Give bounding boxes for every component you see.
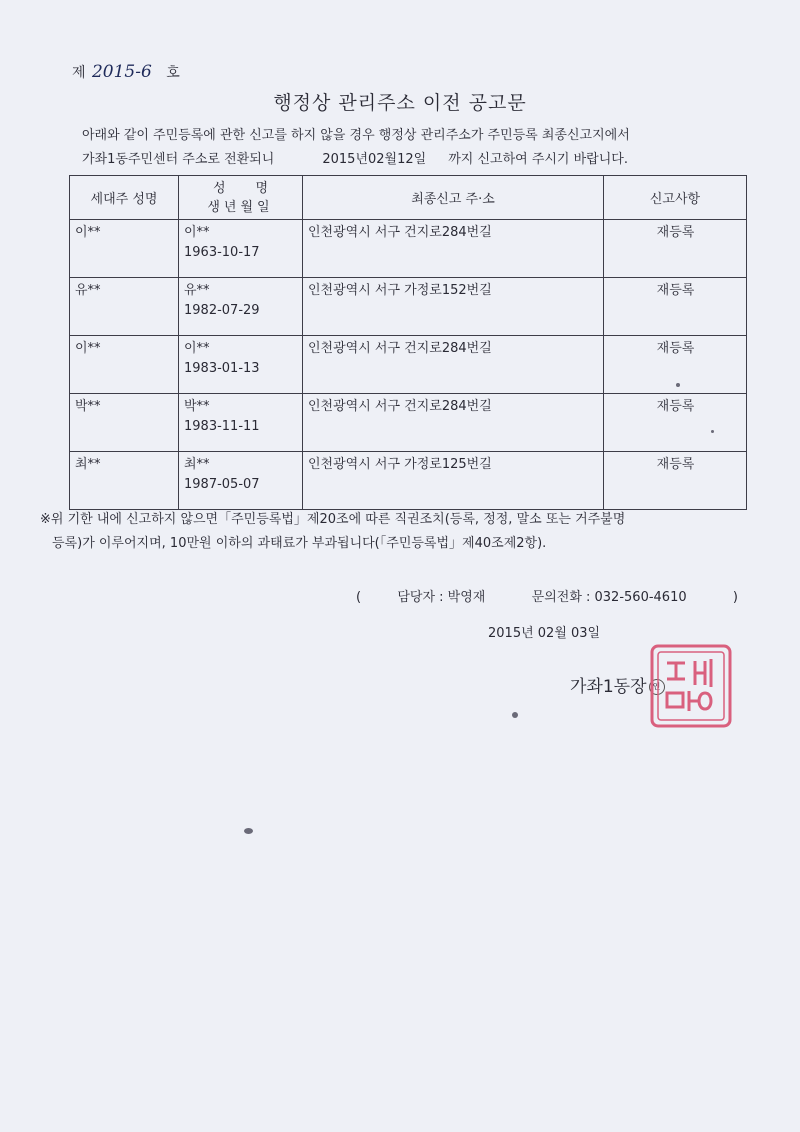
table-row xyxy=(70,278,747,336)
table-header-row xyxy=(70,176,747,220)
header-address: 최종신고 주·소 xyxy=(303,176,604,220)
cell-name-birth xyxy=(179,220,303,278)
cell-name-birth xyxy=(179,336,303,394)
header-name-birth xyxy=(179,176,303,220)
contact-info xyxy=(356,586,738,605)
issuer-name: 가좌1동장 xyxy=(570,677,647,697)
cell-householder: 이** xyxy=(70,220,179,278)
cell-name-birth xyxy=(179,394,303,452)
cell-report: 재등록 xyxy=(604,452,747,510)
cell-report: 재등록 xyxy=(604,278,747,336)
table-row xyxy=(70,394,747,452)
official-seal-stamp xyxy=(649,643,733,729)
contact-phone: 문의전화 : 032-560-4610 xyxy=(531,590,687,605)
header-householder: 세대주 성명 xyxy=(70,176,179,220)
cell-householder: 최** xyxy=(70,452,179,510)
header-name: 성명 xyxy=(212,180,299,196)
intro-line-1: 아래와 같이 주민등록에 관한 신고를 하지 않을 경우 행정상 관리주소가 주민등록 최종신고지에서 xyxy=(82,128,630,143)
contact-close-paren: ) xyxy=(732,590,738,605)
deadline-date: 2015년02월12일 xyxy=(322,152,427,167)
header-report: 신고사항 xyxy=(604,176,747,220)
intro-paragraph xyxy=(82,124,762,172)
cell-birth: 1982-07-29 xyxy=(184,303,260,318)
cell-birth: 1983-11-11 xyxy=(184,419,260,434)
cell-name: 이** xyxy=(184,225,210,240)
table-row xyxy=(70,452,747,510)
header-birth: 생년월일 xyxy=(207,199,274,215)
scan-speck xyxy=(676,383,680,387)
intro-line-2-start: 가좌1동주민센터 주소로 전환되니 xyxy=(82,152,275,167)
notice-table xyxy=(69,175,747,510)
cell-name: 박** xyxy=(184,399,210,414)
scan-speck xyxy=(244,828,253,834)
legal-notice xyxy=(40,508,760,556)
intro-line-2 xyxy=(82,148,762,172)
table-row xyxy=(70,336,747,394)
issue-date: 2015년 02월 03일 xyxy=(488,626,601,641)
notice-line-2: 등록)가 이루어지며, 10만원 이하의 과태료가 부과됩니다(「주민등록법」제40조제2항). xyxy=(52,536,547,551)
cell-householder: 박** xyxy=(70,394,179,452)
contact-manager: 담당자 : 박영재 xyxy=(397,590,486,605)
document-number xyxy=(72,62,180,82)
cell-name-birth xyxy=(179,452,303,510)
cell-name: 최** xyxy=(184,457,210,472)
doc-number-value: 2015-6 xyxy=(91,62,152,82)
cell-birth: 1987-05-07 xyxy=(184,477,260,492)
contact-open-paren: ( xyxy=(356,590,362,605)
cell-address: 인천광역시 서구 가정로152번길 xyxy=(303,278,604,336)
cell-address: 인천광역시 서구 건지로284번길 xyxy=(303,394,604,452)
notice-line-1: ※위 기한 내에 신고하지 않으면「주민등록법」제20조에 따른 직권조치(등록, 정정, 말소 또는 거주불명 xyxy=(40,512,626,527)
cell-address: 인천광역시 서구 건지로284번길 xyxy=(303,220,604,278)
cell-address: 인천광역시 서구 가정로125번길 xyxy=(303,452,604,510)
cell-name: 유** xyxy=(184,283,210,298)
cell-report: 재등록 xyxy=(604,336,747,394)
cell-name-birth xyxy=(179,278,303,336)
scan-speck xyxy=(711,430,714,433)
table-row xyxy=(70,220,747,278)
intro-line-2-end: 까지 신고하여 주시기 바랍니다. xyxy=(448,152,628,167)
cell-householder: 유** xyxy=(70,278,179,336)
cell-name: 이** xyxy=(184,341,210,356)
seal-mark: 인 xyxy=(649,679,665,695)
scan-speck xyxy=(512,712,518,718)
doc-number-prefix: 제 xyxy=(72,65,86,81)
doc-number-suffix: 호 xyxy=(166,65,180,81)
cell-address: 인천광역시 서구 건지로284번길 xyxy=(303,336,604,394)
cell-householder: 이** xyxy=(70,336,179,394)
cell-birth: 1983-01-13 xyxy=(184,361,260,376)
cell-report: 재등록 xyxy=(604,394,747,452)
cell-report: 재등록 xyxy=(604,220,747,278)
cell-birth: 1963-10-17 xyxy=(184,245,260,260)
page-title: 행정상 관리주소 이전 공고문 xyxy=(273,92,527,114)
